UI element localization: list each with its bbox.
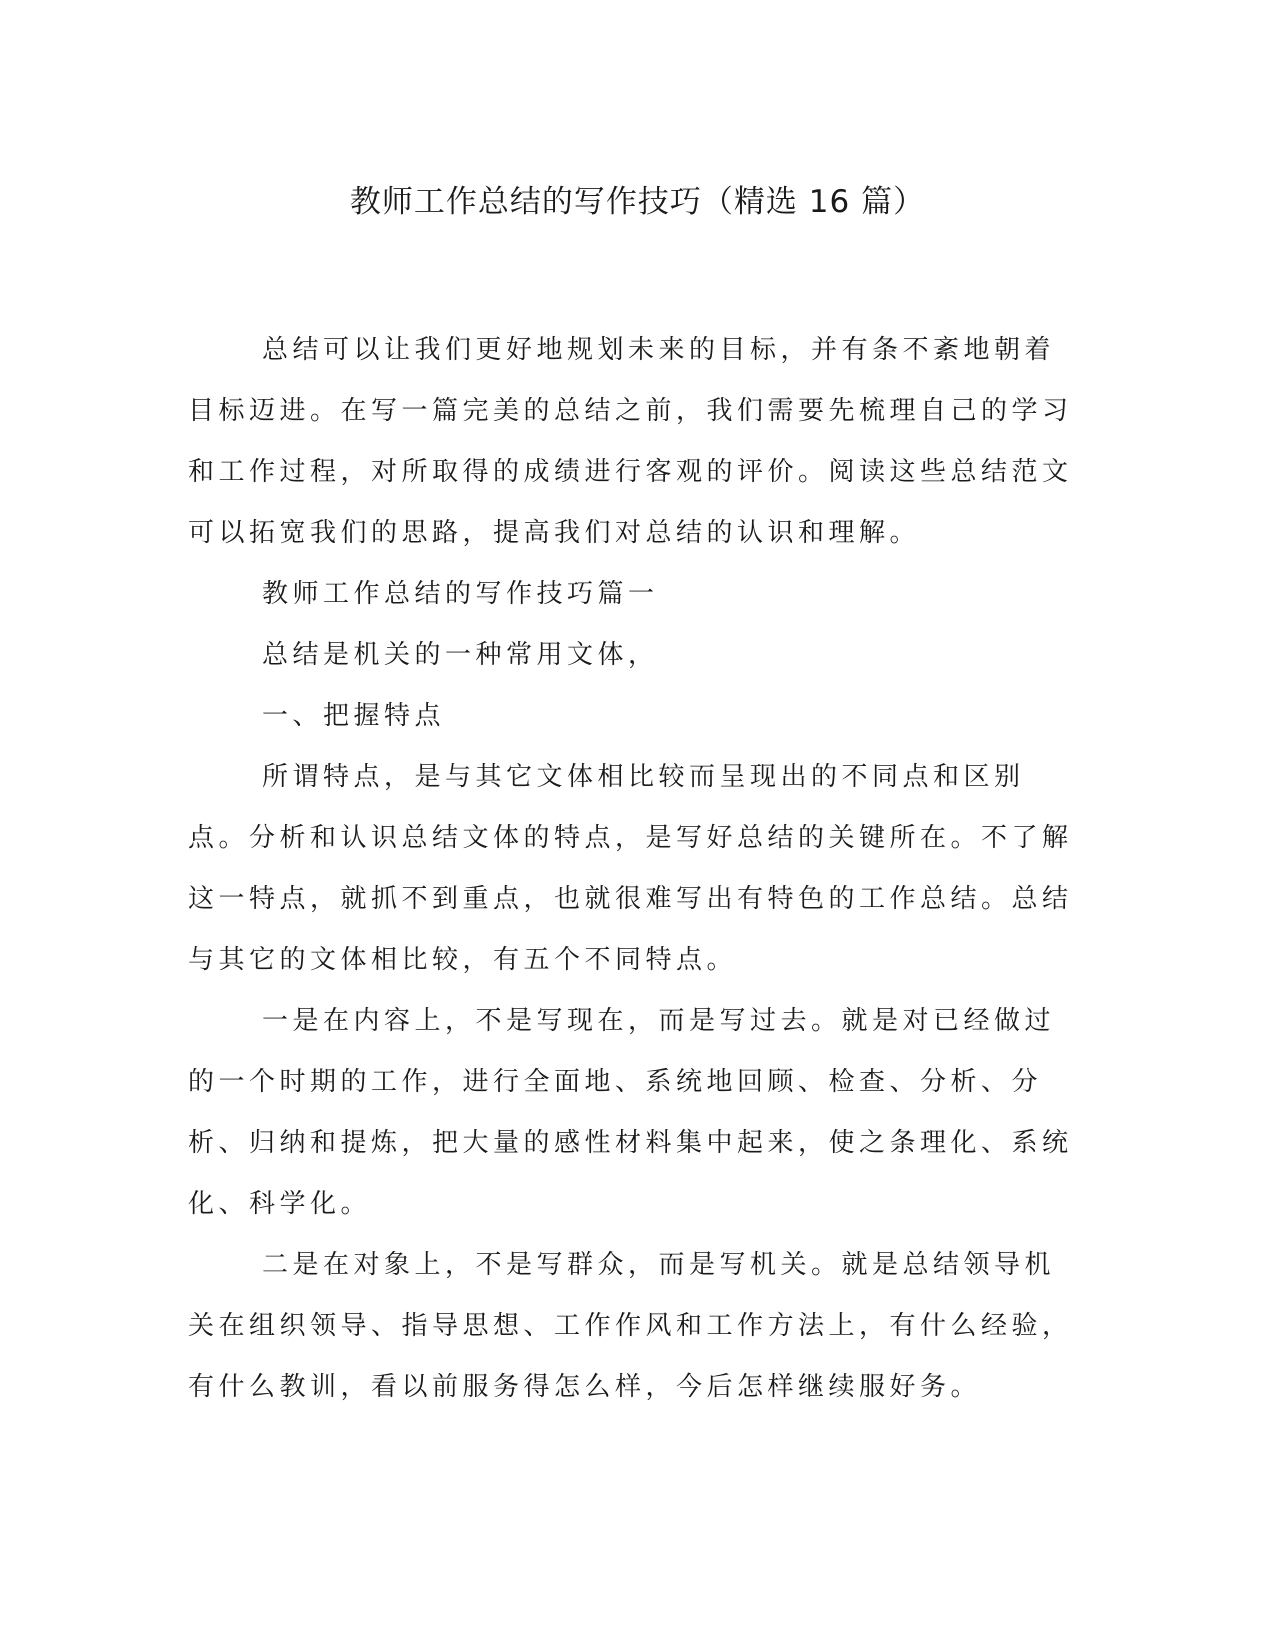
document-body: [188, 320, 1078, 1418]
paragraph: 二是在对象上，不是写群众，而是写机关。就是总结领导机关在组织领导、指导思想、工作作风和工作方法上，有什么经验，有什么教训，看以前服务得怎么样，今后怎样继续服好务。: [188, 1250, 1073, 1402]
section-heading: 教师工作总结的写作技巧篇一: [262, 579, 659, 609]
subsection-heading: 一、把握特点: [262, 701, 446, 731]
paragraph: 一是在内容上，不是写现在，而是写过去。就是对已经做过的一个时期的工作，进行全面地、系统地回顾、检查、分析、分析、归纳和提炼，把大量的感性材料集中起来，使之条理化、系统化、科学化。: [188, 1006, 1073, 1219]
document-title: 教师工作总结的写作技巧（精选 16 篇）: [349, 184, 926, 220]
paragraph: 所谓特点，是与其它文体相比较而呈现出的不同点和区别点。分析和认识总结文体的特点，是写好总结的关键所在。不了解这一特点，就抓不到重点，也就很难写出有特色的工作总结。总结与其它的文体相比较，有五个不同特点。: [188, 762, 1073, 975]
paragraph-intro: 总结可以让我们更好地规划未来的目标，并有条不紊地朝着目标迈进。在写一篇完美的总结之前，我们需要先梳理自己的学习和工作过程，对所取得的成绩进行客观的评价。阅读这些总结范文可以拓宽我们的思路，提高我们对总结的认识和理解。: [188, 335, 1073, 548]
paragraph: 总结是机关的一种常用文体，: [262, 640, 659, 670]
